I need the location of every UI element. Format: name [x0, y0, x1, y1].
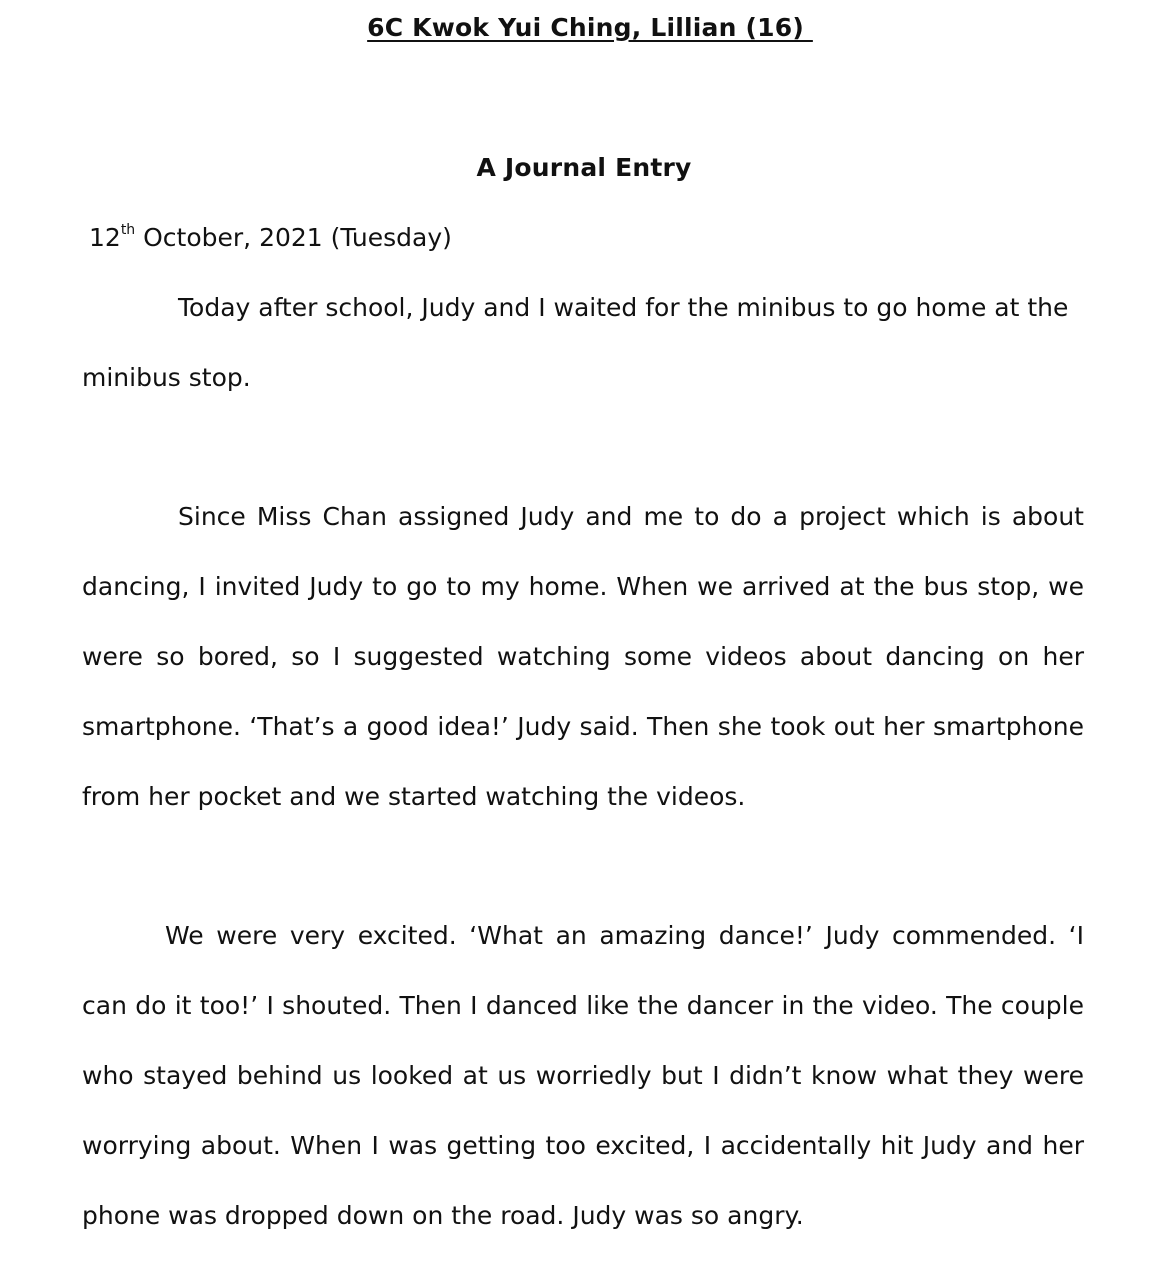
- paragraph-2: Since Miss Chan assigned Judy and me to do a project which is about dancing, I invited Judy to go to my home. When we arrived at the bus stop, we were so bored, so I suggested watching some videos about dancing on her smartphone. ‘That’s a good idea!’ Judy said. Then she took out her smartphone from her pocket and we started watching the videos.: [82, 502, 1084, 811]
- date-rest: October, 2021 (Tuesday): [135, 223, 452, 252]
- document-title: A Journal Entry: [476, 153, 692, 182]
- date-suffix: th: [120, 221, 136, 238]
- entry-date: [89, 220, 452, 256]
- student-name-header: 6C Kwok Yui Ching, Lillian (16): [367, 13, 813, 42]
- paragraph-3: We were very excited. ‘What an amazing dance!’ Judy commended. ‘I can do it too!’ I shouted. Then I danced like the dancer in the video. The couple who stayed behind us looked at us worriedly but I didn’t know what they were worrying about. When I was getting too excited, I accidentally hit Judy and her phone was dropped down on the road. Judy was so angry.: [82, 921, 1084, 1230]
- date-day: 12: [89, 223, 121, 252]
- paragraph-1: Today after school, Judy and I waited for the minibus to go home at the minibus stop.: [82, 293, 1069, 392]
